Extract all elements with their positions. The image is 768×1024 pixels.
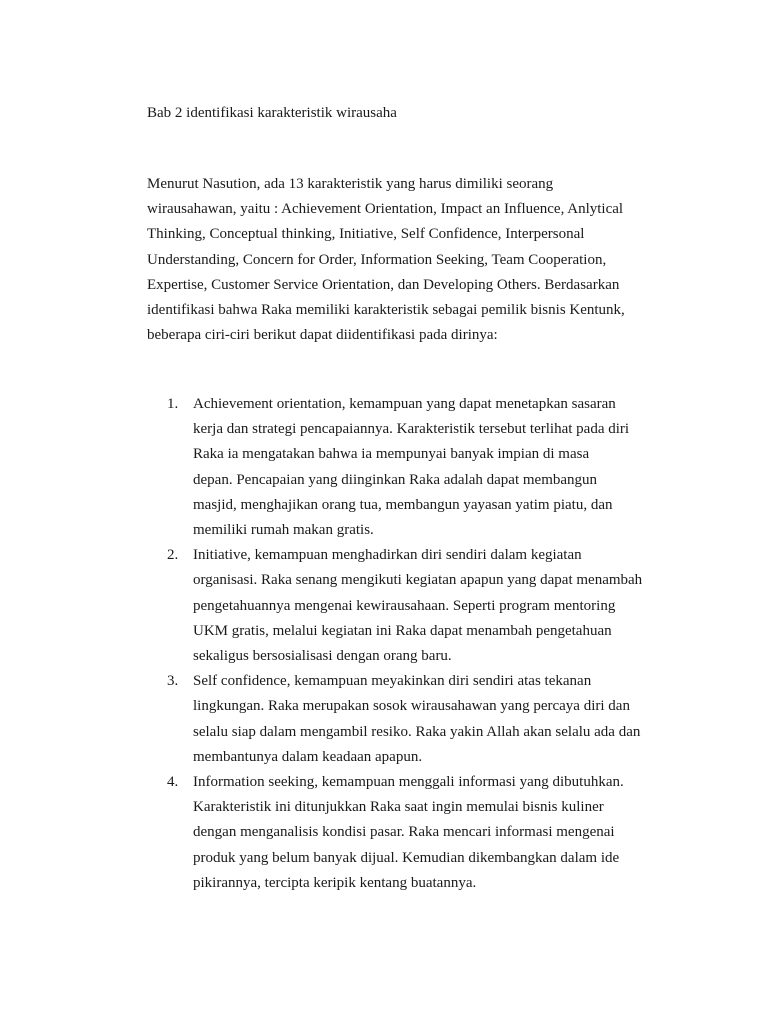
list-item-line: dengan menganalisis kondisi pasar. Raka mencari informasi mengenai [193, 824, 615, 841]
list-item-line: UKM gratis, melalui kegiatan ini Raka dapat menambah pengetahuan [193, 622, 612, 639]
list-item-line: selalu siap dalam mengambil resiko. Raka yakin Allah akan selalu ada dan [193, 723, 641, 740]
list-item-line: memiliki rumah makan gratis. [193, 522, 374, 539]
intro-line: Understanding, Concern for Order, Information Seeking, Team Cooperation, [147, 251, 607, 268]
document-title: Bab 2 identifikasi karakteristik wirausaha [147, 105, 397, 121]
list-item-number: 4. [167, 774, 179, 791]
characteristics-list [0, 392, 768, 896]
intro-paragraph [147, 172, 667, 348]
intro-line: Thinking, Conceptual thinking, Initiative, Self Confidence, Interpersonal [147, 226, 585, 243]
list-item-number: 1. [167, 396, 179, 412]
list-item [0, 543, 768, 669]
intro-line: wirausahawan, yaitu : Achievement Orientation, Impact an Influence, Anlytical [147, 201, 624, 218]
list-item-number: 3. [167, 673, 179, 690]
list-item-number: 2. [167, 547, 179, 564]
list-item-line: masjid, menghajikan orang tua, membangun yayasan yatim piatu, dan [193, 496, 613, 513]
list-item-line: kerja dan strategi pencapaiannya. Karakteristik tersebut terlihat pada diri [193, 421, 630, 438]
list-item [0, 770, 768, 896]
intro-line: Menurut Nasution, ada 13 karakteristik yang harus dimiliki seorang [147, 176, 554, 192]
list-item-line: sekaligus bersosialisasi dengan orang baru. [193, 648, 452, 665]
list-item-text [193, 669, 768, 770]
intro-line: identifikasi bahwa Raka memiliki karakteristik sebagai pemilik bisnis Kentunk, [147, 302, 625, 319]
list-item [0, 669, 768, 770]
intro-line: beberapa ciri-ciri berikut dapat diidentifikasi pada dirinya: [147, 327, 498, 344]
list-item-line: depan. Pencapaian yang diinginkan Raka adalah dapat membangun [193, 471, 598, 488]
list-item-text [193, 543, 768, 669]
list-item-line: Karakteristik ini ditunjukkan Raka saat ingin memulai bisnis kuliner [193, 799, 604, 816]
list-item [0, 392, 768, 543]
list-item-line: Raka ia mengatakan bahwa ia mempunyai banyak impian di masa [193, 446, 590, 463]
list-item-line: pengetahuannya mengenai kewirausahaan. Seperti program mentoring [193, 597, 616, 614]
list-item-line: Achievement orientation, kemampuan yang dapat menetapkan sasaran [193, 396, 616, 412]
list-item-line: Self confidence, kemampuan meyakinkan diri sendiri atas tekanan [193, 673, 592, 690]
list-item-line: Initiative, kemampuan menghadirkan diri sendiri dalam kegiatan [193, 547, 582, 564]
list-item-line: organisasi. Raka senang mengikuti kegiatan apapun yang dapat menambah [193, 572, 643, 589]
list-item-line: produk yang belum banyak dijual. Kemudian dikembangkan dalam ide [193, 849, 620, 866]
list-item-line: lingkungan. Raka merupakan sosok wirausahawan yang percaya diri dan [193, 698, 630, 715]
list-item-line: pikirannya, tercipta keripik kentang buatannya. [193, 874, 477, 891]
list-item-line: Information seeking, kemampuan menggali informasi yang dibutuhkan. [193, 774, 624, 791]
list-item-text [193, 770, 768, 896]
intro-line: Expertise, Customer Service Orientation, dan Developing Others. Berdasarkan [147, 276, 620, 293]
list-item-line: membantunya dalam keadaan apapun. [193, 748, 423, 765]
list-item-text [193, 392, 768, 543]
